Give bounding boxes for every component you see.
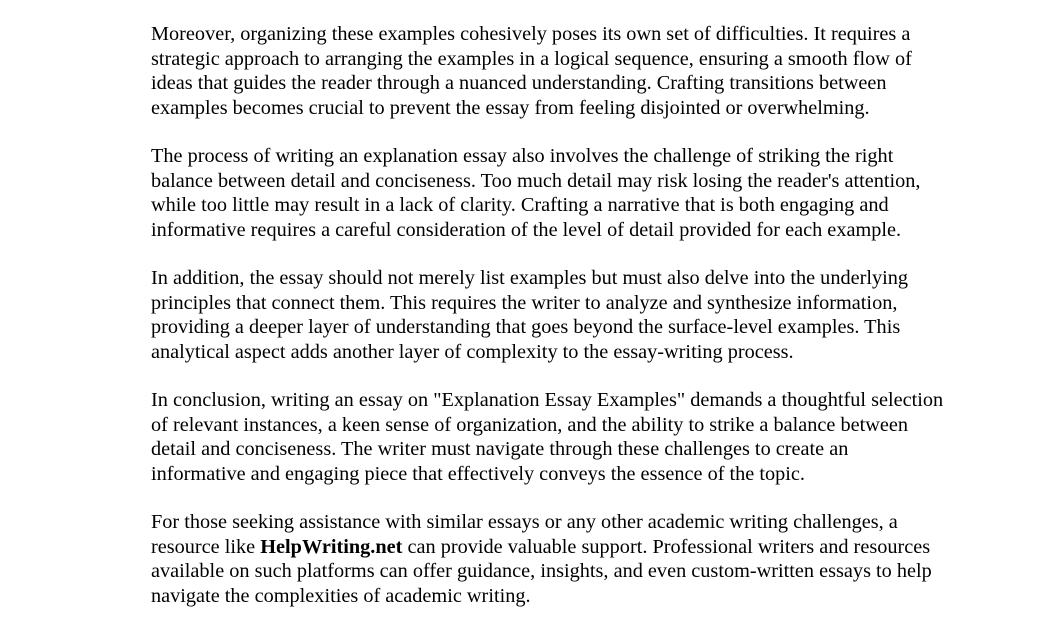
- text-fragment: can provide valuable support. Professional writers and resources: [402, 535, 931, 558]
- text-line: of relevant instances, a keen sense of organization, and the ability to strike a balance between: [151, 413, 909, 436]
- paragraph-conclusion: [151, 388, 943, 486]
- text-line: navigate the complexities of academic writing.: [151, 584, 531, 607]
- text-line: The process of writing an explanation essay also involves the challenge of striking the right: [151, 145, 894, 167]
- text-fragment: resource like: [151, 535, 261, 558]
- text-line: analytical aspect adds another layer of complexity to the essay-writing process.: [151, 340, 794, 363]
- text-line: while too little may result in a lack of clarity. Crafting a narrative that is both engaging and: [151, 194, 889, 216]
- text-line: available on such platforms can offer guidance, insights, and even custom-written essays to help: [151, 560, 932, 582]
- text-line: [151, 535, 943, 560]
- text-line: Moreover, organizing these examples cohesively poses its own set of difficulties. It requires a: [151, 23, 911, 45]
- text-line: For those seeking assistance with similar essays or any other academic writing challenges, a: [151, 511, 898, 533]
- text-line: balance between detail and conciseness. Too much detail may risk losing the reader's attention,: [151, 169, 921, 192]
- text-line: strategic approach to arranging the examples in a logical sequence, ensuring a smooth flow of: [151, 47, 912, 70]
- text-line: examples becomes crucial to prevent the essay from feeling disjointed or overwhelming.: [151, 96, 870, 119]
- paragraph-principles: [151, 266, 943, 364]
- text-line: informative requires a careful consideration of the level of detail provided for each example.: [151, 218, 902, 241]
- paragraph-assistance: [151, 510, 943, 608]
- text-line: ideas that guides the reader through a nuanced understanding. Crafting transitions between: [151, 72, 887, 94]
- text-line: detail and conciseness. The writer must navigate through these challenges to create an: [151, 438, 849, 460]
- helpwriting-link[interactable]: HelpWriting.net: [260, 535, 403, 558]
- text-line: In conclusion, writing an essay on "Explanation Essay Examples" demands a thoughtful selection: [151, 389, 944, 411]
- text-line: In addition, the essay should not merely list examples but must also delve into the underlying: [151, 267, 909, 289]
- text-line: principles that connect them. This requires the writer to analyze and synthesize information,: [151, 291, 898, 314]
- document-body: [151, 22, 943, 632]
- text-line: informative and engaging piece that effectively conveys the essence of the topic.: [151, 462, 806, 485]
- paragraph-balance: [151, 144, 943, 242]
- paragraph-organizing: [151, 22, 943, 120]
- text-line: providing a deeper layer of understanding that goes beyond the surface-level examples. This: [151, 316, 901, 338]
